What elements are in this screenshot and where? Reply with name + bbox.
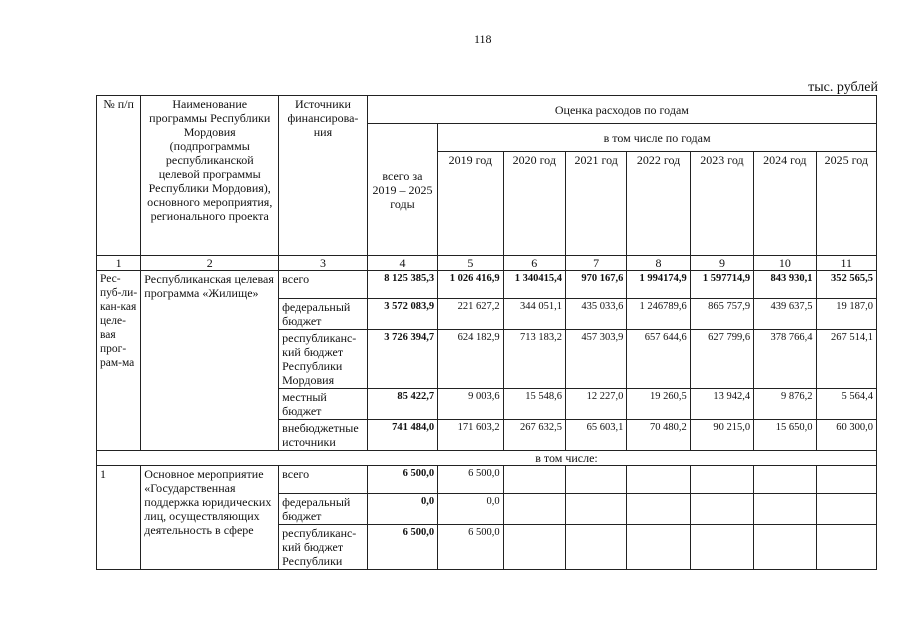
column-number: 1 xyxy=(97,256,141,271)
column-number: 6 xyxy=(503,256,565,271)
source-cell: внебюджетные источники xyxy=(279,420,368,451)
value-cell: 9 003,6 xyxy=(438,389,503,420)
header-by-years: в том числе по годам xyxy=(438,124,877,152)
empty-cell xyxy=(627,466,690,494)
value-cell: 60 300,0 xyxy=(816,420,876,451)
empty-cell xyxy=(816,525,876,570)
empty-cell xyxy=(690,494,753,525)
empty-cell xyxy=(565,525,626,570)
value-cell: 1 026 416,9 xyxy=(438,271,503,299)
expenses-table xyxy=(96,95,877,570)
measure-name: Основное мероприятие «Государственная поддержка юридических лиц, осуществляющих деятельность в сфере xyxy=(141,466,279,570)
header-year: 2022 год xyxy=(627,152,690,256)
value-cell: 267 632,5 xyxy=(503,420,565,451)
source-cell: всего xyxy=(279,271,368,299)
value-cell: 70 480,2 xyxy=(627,420,690,451)
value-cell: 713 183,2 xyxy=(503,330,565,389)
header-year: 2020 год xyxy=(503,152,565,256)
source-cell: местный бюджет xyxy=(279,389,368,420)
total-cell: 741 484,0 xyxy=(367,420,437,451)
value-cell: 65 603,1 xyxy=(565,420,626,451)
column-number: 9 xyxy=(690,256,753,271)
empty-cell xyxy=(503,466,565,494)
value-cell: 1 597714,9 xyxy=(690,271,753,299)
value-cell: 15 548,6 xyxy=(503,389,565,420)
source-cell: республиканс-кий бюджет Республики Мордовия xyxy=(279,330,368,389)
value-cell: 171 603,2 xyxy=(438,420,503,451)
value-cell: 5 564,4 xyxy=(816,389,876,420)
total-cell: 6 500,0 xyxy=(367,525,437,570)
column-number: 3 xyxy=(279,256,368,271)
header-sources: Источники финансирова-ния xyxy=(279,96,368,256)
header-estimate: Оценка расходов по годам xyxy=(367,96,876,124)
value-cell: 13 942,4 xyxy=(690,389,753,420)
including-label: в том числе: xyxy=(97,451,877,466)
value-cell: 344 051,1 xyxy=(503,299,565,330)
value-cell: 1 246789,6 xyxy=(627,299,690,330)
empty-cell xyxy=(690,466,753,494)
table-row xyxy=(97,466,877,494)
value-cell: 6 500,0 xyxy=(438,525,503,570)
empty-cell xyxy=(627,494,690,525)
empty-cell xyxy=(754,466,816,494)
including-row xyxy=(97,451,877,466)
header-year: 2023 год xyxy=(690,152,753,256)
empty-cell xyxy=(627,525,690,570)
source-cell: республиканс-кий бюджет Республики xyxy=(279,525,368,570)
column-number: 8 xyxy=(627,256,690,271)
empty-cell xyxy=(690,525,753,570)
value-cell: 15 650,0 xyxy=(754,420,816,451)
value-cell: 439 637,5 xyxy=(754,299,816,330)
value-cell: 865 757,9 xyxy=(690,299,753,330)
header-name: Наименование программы Республики Мордовия (подпрограммы республиканской целевой программы Республики Мордовия), основного мероприятия, регионального проекта xyxy=(141,96,279,256)
measure-num: 1 xyxy=(97,466,141,570)
value-cell: 221 627,2 xyxy=(438,299,503,330)
column-number: 4 xyxy=(367,256,437,271)
source-cell: всего xyxy=(279,466,368,494)
value-cell: 6 500,0 xyxy=(438,466,503,494)
value-cell: 657 644,6 xyxy=(627,330,690,389)
value-cell: 627 799,6 xyxy=(690,330,753,389)
total-cell: 3 726 394,7 xyxy=(367,330,437,389)
total-cell: 6 500,0 xyxy=(367,466,437,494)
header-year: 2021 год xyxy=(565,152,626,256)
value-cell: 378 766,4 xyxy=(754,330,816,389)
column-number: 2 xyxy=(141,256,279,271)
empty-cell xyxy=(754,525,816,570)
value-cell: 1 994174,9 xyxy=(627,271,690,299)
header-num: № п/п xyxy=(97,96,141,256)
value-cell: 90 215,0 xyxy=(690,420,753,451)
program-num: Рес-пуб-ли-кан-кая целе-вая прог-рам-ма xyxy=(97,271,141,451)
header-year: 2024 год xyxy=(754,152,816,256)
empty-cell xyxy=(565,494,626,525)
source-cell: федеральный бюджет xyxy=(279,299,368,330)
empty-cell xyxy=(503,494,565,525)
page-number: 118 xyxy=(474,32,492,46)
header-year: 2025 год xyxy=(816,152,876,256)
value-cell: 624 182,9 xyxy=(438,330,503,389)
value-cell: 457 303,9 xyxy=(565,330,626,389)
empty-cell xyxy=(503,525,565,570)
empty-cell xyxy=(816,494,876,525)
total-cell: 8 125 385,3 xyxy=(367,271,437,299)
value-cell: 1 340415,4 xyxy=(503,271,565,299)
value-cell: 12 227,0 xyxy=(565,389,626,420)
empty-cell xyxy=(816,466,876,494)
table-row xyxy=(97,271,877,299)
total-cell: 0,0 xyxy=(367,494,437,525)
units-label: тыс. рублей xyxy=(808,80,878,95)
value-cell: 19 187,0 xyxy=(816,299,876,330)
value-cell: 970 167,6 xyxy=(565,271,626,299)
total-cell: 85 422,7 xyxy=(367,389,437,420)
empty-cell xyxy=(754,494,816,525)
header-total: всего за 2019 – 2025 годы xyxy=(367,124,437,256)
program-name: Республиканская целевая программа «Жилище» xyxy=(141,271,279,451)
column-number: 10 xyxy=(754,256,816,271)
column-number: 11 xyxy=(816,256,876,271)
value-cell: 267 514,1 xyxy=(816,330,876,389)
value-cell: 0,0 xyxy=(438,494,503,525)
header-year: 2019 год xyxy=(438,152,503,256)
value-cell: 843 930,1 xyxy=(754,271,816,299)
empty-cell xyxy=(565,466,626,494)
column-numbers-row xyxy=(97,256,877,271)
column-number: 5 xyxy=(438,256,503,271)
source-cell: федеральный бюджет xyxy=(279,494,368,525)
value-cell: 435 033,6 xyxy=(565,299,626,330)
value-cell: 352 565,5 xyxy=(816,271,876,299)
value-cell: 19 260,5 xyxy=(627,389,690,420)
column-number: 7 xyxy=(565,256,626,271)
value-cell: 9 876,2 xyxy=(754,389,816,420)
total-cell: 3 572 083,9 xyxy=(367,299,437,330)
